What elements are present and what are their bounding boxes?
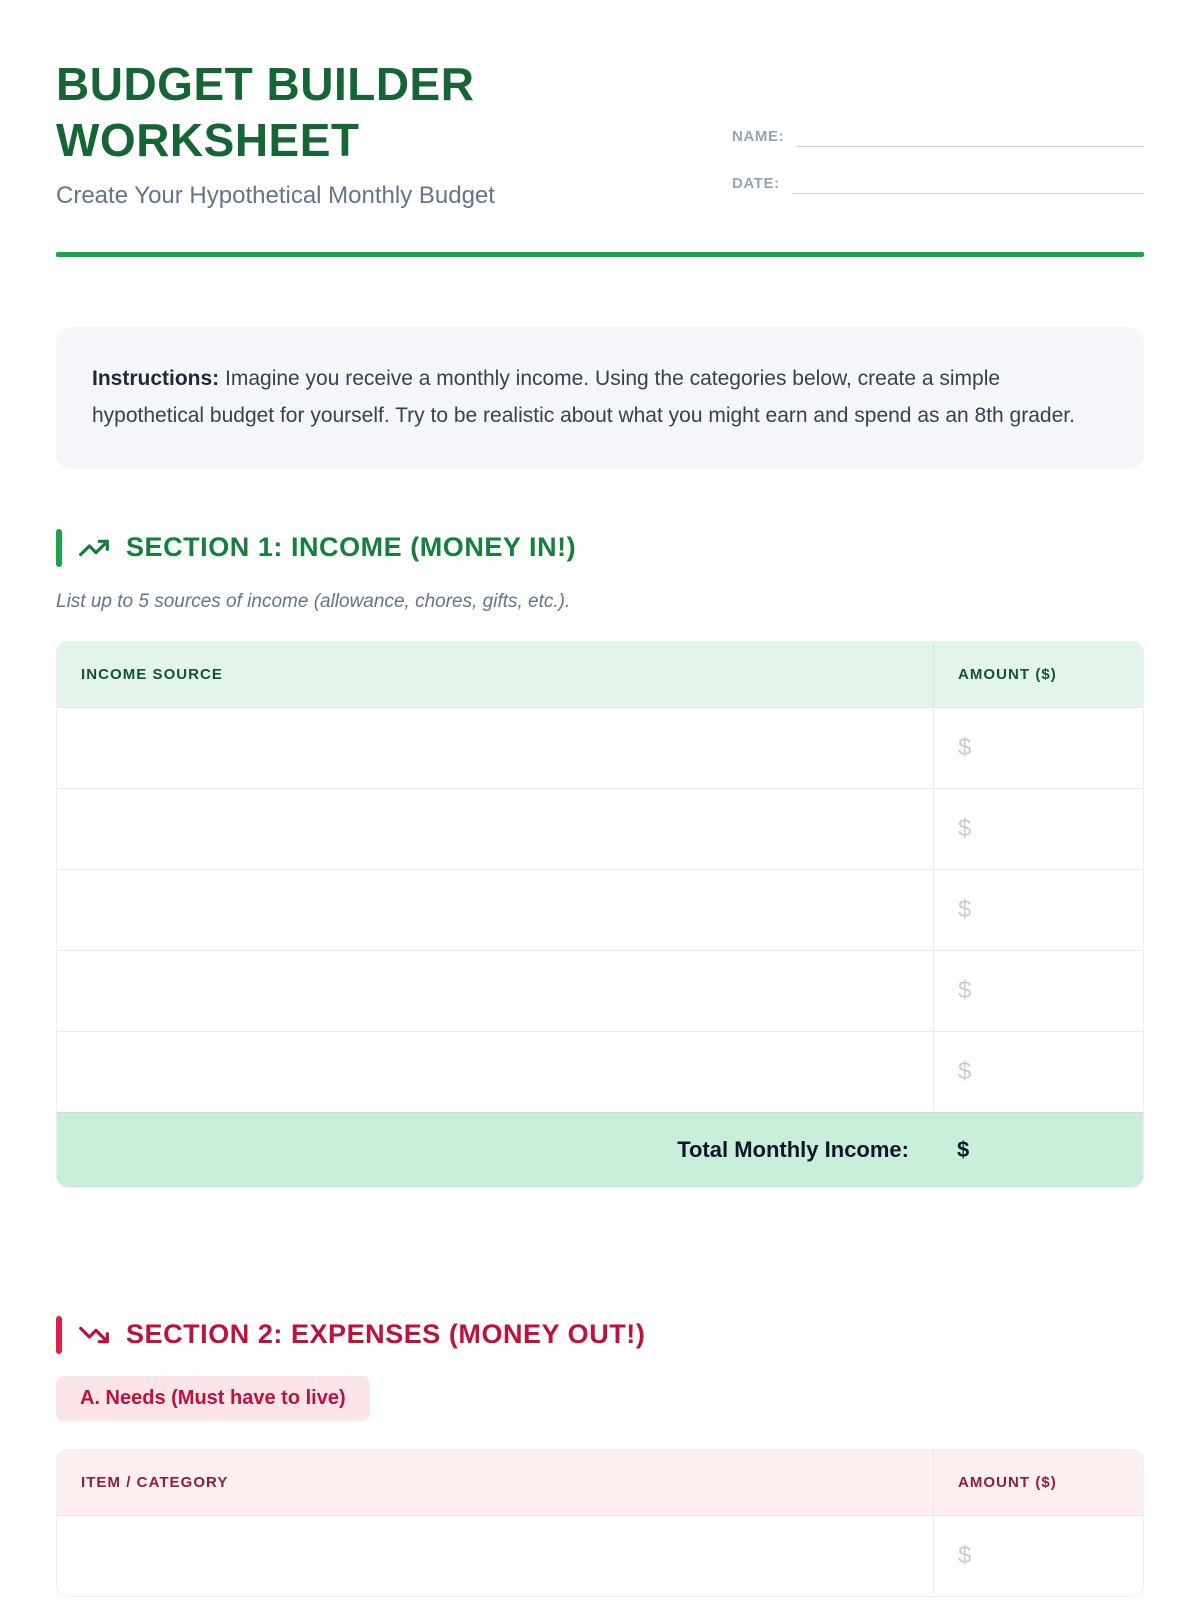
- income-row: [57, 950, 1143, 1031]
- income-table: [56, 641, 1144, 1188]
- instructions-label: Instructions:: [92, 367, 220, 390]
- trending-up-icon: [78, 532, 110, 564]
- dollar-placeholder: $: [958, 1541, 972, 1569]
- name-field: [732, 128, 1144, 147]
- income-total-amount[interactable]: $: [957, 1136, 970, 1162]
- name-input-line[interactable]: [796, 128, 1144, 147]
- income-amount-cell[interactable]: [933, 789, 1143, 869]
- income-row: [57, 707, 1143, 788]
- page-title-line2: WORKSHEET: [56, 114, 360, 167]
- income-source-cell[interactable]: [57, 870, 933, 950]
- expense-row: [57, 1515, 1143, 1596]
- instructions-box: [56, 327, 1144, 469]
- income-amount-cell[interactable]: [933, 708, 1143, 788]
- income-col-source: INCOME SOURCE: [81, 665, 223, 683]
- income-amount-cell[interactable]: [933, 1032, 1143, 1112]
- expenses-table-header: [57, 1450, 1143, 1515]
- expenses-col-amount: AMOUNT ($): [933, 1450, 1143, 1515]
- page-title-line1: BUDGET BUILDER: [56, 58, 475, 110]
- section2-accent-bar: [56, 1316, 62, 1354]
- income-col-amount: AMOUNT ($): [933, 642, 1143, 707]
- income-row: [57, 869, 1143, 950]
- income-amount-cell[interactable]: [933, 951, 1143, 1031]
- income-row: [57, 788, 1143, 869]
- expense-amount-cell[interactable]: [933, 1516, 1143, 1596]
- date-field: [732, 175, 1144, 194]
- expense-item-cell[interactable]: [57, 1516, 933, 1596]
- dollar-placeholder: $: [958, 1057, 972, 1085]
- income-source-cell[interactable]: [57, 951, 933, 1031]
- header: [56, 56, 1144, 222]
- income-source-cell[interactable]: [57, 708, 933, 788]
- dollar-placeholder: $: [958, 814, 972, 842]
- income-source-cell[interactable]: [57, 1032, 933, 1112]
- name-label: NAME:: [732, 128, 785, 145]
- section2-heading: [56, 1316, 1144, 1354]
- income-total-row: [57, 1112, 1143, 1187]
- section1-accent-bar: [56, 529, 62, 567]
- page-subtitle: Create Your Hypothetical Monthly Budget: [56, 182, 495, 210]
- section1-hint: List up to 5 sources of income (allowance, chores, gifts, etc.).: [56, 590, 571, 612]
- dollar-placeholder: $: [958, 976, 972, 1004]
- trending-down-icon: [78, 1319, 110, 1351]
- income-source-cell[interactable]: [57, 789, 933, 869]
- instructions-text: Imagine you receive a monthly income. Using the categories below, create a simple hypothetical budget for yourself. Try to be realistic about what you might earn and spend as an 8th grader.: [92, 367, 1075, 427]
- page-title: [56, 56, 495, 168]
- title-block: [56, 56, 495, 210]
- section1-heading: [56, 529, 1144, 567]
- dollar-placeholder: $: [958, 895, 972, 923]
- section2-title: SECTION 2: EXPENSES (MONEY OUT!): [126, 1319, 646, 1349]
- date-input-line[interactable]: [792, 175, 1144, 194]
- expenses-needs-table: [56, 1449, 1144, 1597]
- income-table-header: [57, 642, 1143, 707]
- needs-subsection-badge: A. Needs (Must have to live): [56, 1376, 370, 1421]
- expenses-col-item: ITEM / CATEGORY: [81, 1473, 229, 1491]
- name-date-fields: [732, 56, 1144, 222]
- dollar-placeholder: $: [958, 733, 972, 761]
- header-divider: [56, 252, 1144, 257]
- income-amount-cell[interactable]: [933, 870, 1143, 950]
- section1-title: SECTION 1: INCOME (MONEY IN!): [126, 532, 577, 562]
- income-total-label: Total Monthly Income:: [677, 1136, 909, 1162]
- date-label: DATE:: [732, 175, 780, 192]
- income-row: [57, 1031, 1143, 1112]
